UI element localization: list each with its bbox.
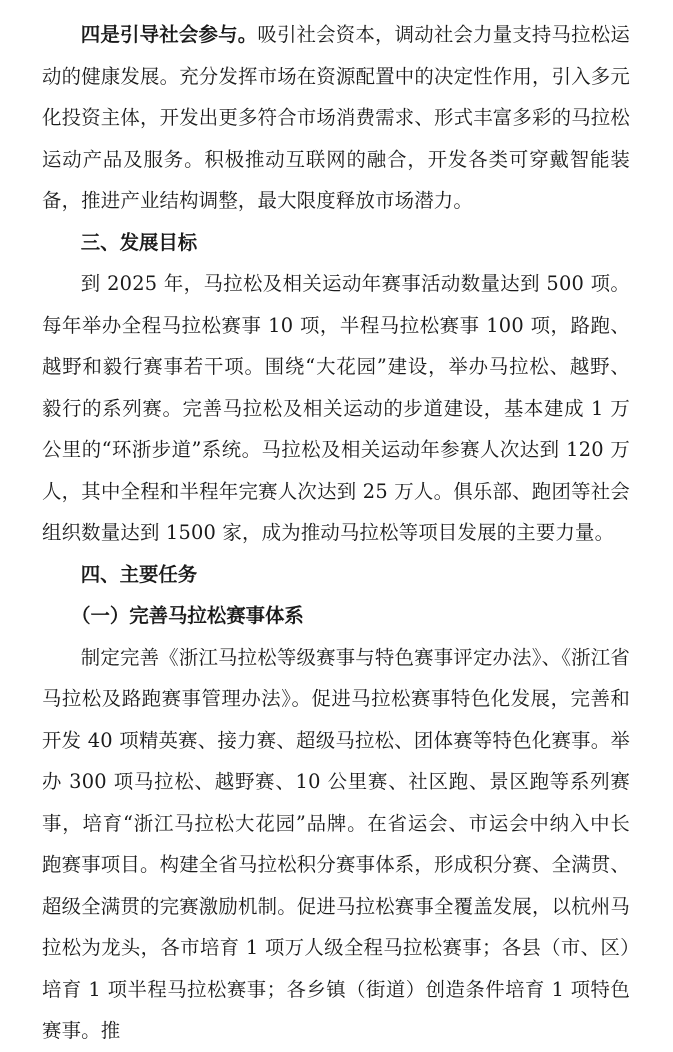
section-heading-goals: 三、发展目标 <box>80 230 198 254</box>
paragraph-text: 吸引社会资本，调动社会力量支持马拉松运动的健康发展。充分发挥市场在资源配置中的决定性作用，引入多元化投资主体，开发出更多符合市场消费需求、形式丰富多彩的马拉松运动产品及服务。积极推动互联网的融合，开发各类可穿戴智能装备，推进产业结构调整，最大限度释放市场潜力。 <box>42 23 630 212</box>
document-page <box>42 14 630 1052</box>
subsection-heading-event-system: （一）完善马拉松赛事体系 <box>71 604 304 627</box>
paragraph-social-participation <box>42 14 630 222</box>
paragraph-lead: 四是引导社会参与。 <box>80 23 258 46</box>
paragraph-event-system: 制定完善《浙江马拉松等级赛事与特色赛事评定办法》、《浙江省马拉松及路跑赛事管理办法》。促进马拉松赛事特色化发展，完善和开发 40 项精英赛、接力赛、超级马拉松、团体赛等特色化赛事。举办 300 项马拉松、越野赛、10 公里赛、社区跑、景区跑等系列赛事，培育“浙江马拉松大花园”品牌。在省运会、市运会中纳入中长跑赛事项目。构建全省马拉松积分赛事体系，形成积分赛、全满贯、超级全满贯的完赛激励机制。促进马拉松赛事全覆盖发展，以杭州马拉松为龙头，各市培育 1 项万人级全程马拉松赛事；各县（市、区）培育 1 项半程马拉松赛事；各乡镇（街道）创造条件培育 1 项特色赛事。推 <box>42 645 630 1042</box>
section-heading-tasks: 四、主要任务 <box>80 562 198 586</box>
paragraph-goals: 到 2025 年，马拉松及相关运动年赛事活动数量达到 500 项。每年举办全程马拉松赛事 10 项，半程马拉松赛事 100 项，路跑、越野和毅行赛事若干项。围绕“大花园”建设，举办马拉松、越野、毅行的系列赛。完善马拉松及相关运动的步道建设，基本建成 1 万公里的“环浙步道”系统。马拉松及相关运动年参赛人次达到 120 万人，其中全程和半程年完赛人次达到 25 万人。俱乐部、跑团等社会组织数量达到 1500 家，成为推动马拉松等项目发展的主要力量。 <box>42 272 630 544</box>
